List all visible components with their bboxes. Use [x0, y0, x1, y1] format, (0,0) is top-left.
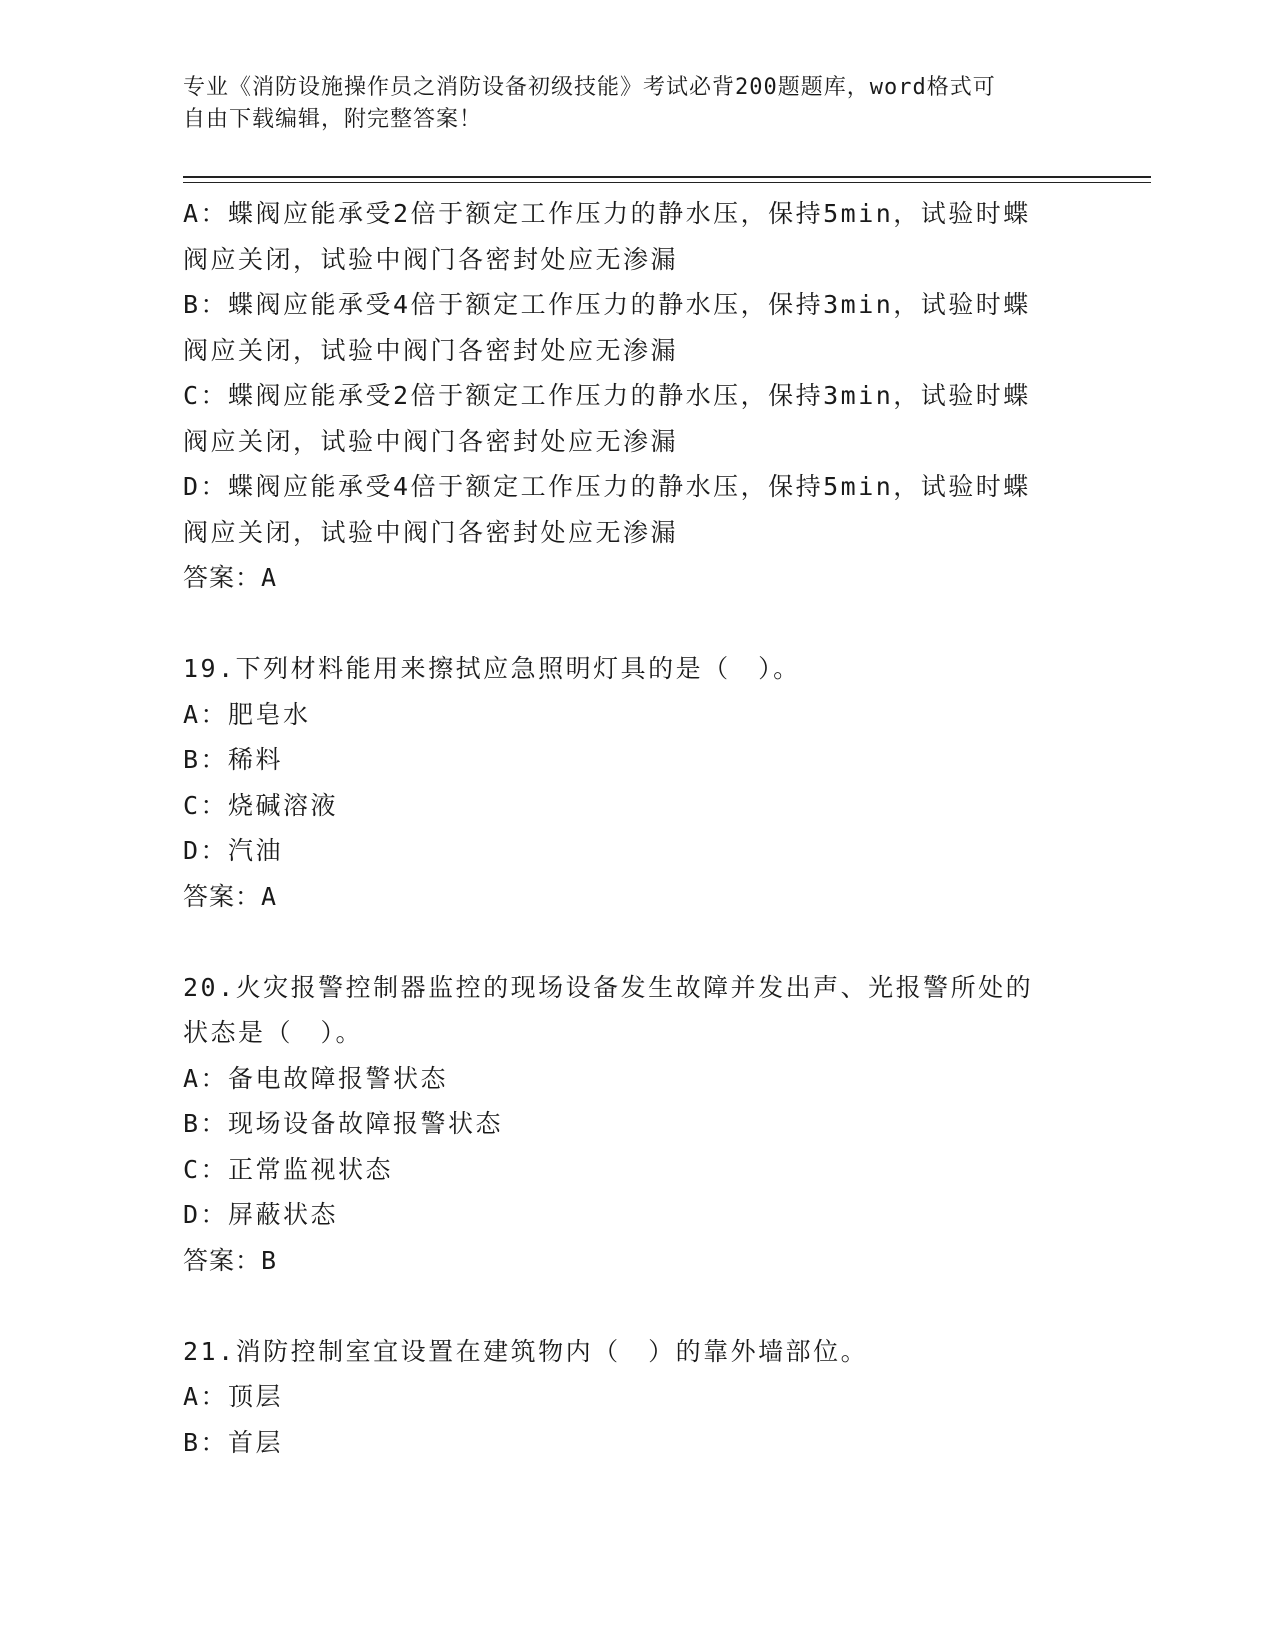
header-line-2: 自由下载编辑，附完整答案！: [183, 107, 483, 132]
question-19-block: [183, 646, 1083, 919]
answer-line: 答案：A: [183, 881, 278, 911]
option-d-line-2: 阀应关闭，试验中阀门各密封处应无渗漏: [183, 517, 679, 547]
option-b: B：现场设备故障报警状态: [183, 1109, 504, 1138]
question-21-block: [183, 1329, 1083, 1466]
question-text-line-1: 20.火灾报警控制器监控的现场设备发生故障并发出声、光报警所处的: [183, 972, 1034, 1002]
header-line-1: 专业《消防设施操作员之消防设备初级技能》考试必背200题题库，word格式可: [183, 75, 996, 100]
option-a: A：备电故障报警状态: [183, 1063, 449, 1093]
answer-line: 答案：A: [183, 563, 278, 592]
answer-line: 答案：B: [183, 1245, 278, 1275]
option-c: C：烧碱溶液: [183, 790, 339, 820]
option-d-line-1: D：蝶阀应能承受4倍于额定工作压力的静水压，保持5min，试验时蝶: [183, 472, 1031, 501]
question-20-block: [183, 965, 1083, 1284]
question-text: 21.消防控制室宜设置在建筑物内（ ）的靠外墙部位。: [183, 1336, 869, 1366]
option-b: B：首层: [183, 1427, 284, 1457]
spacer: [183, 1283, 1083, 1329]
option-a: A：顶层: [183, 1382, 284, 1411]
spacer: [183, 919, 1083, 965]
option-d: D：汽油: [183, 836, 284, 865]
option-a-line-1: A：蝶阀应能承受2倍于额定工作压力的静水压，保持5min，试验时蝶: [183, 199, 1031, 228]
option-d: D：屏蔽状态: [183, 1200, 339, 1229]
question-text-line-2: 状态是（ ）。: [183, 1018, 364, 1047]
spacer: [183, 601, 1083, 647]
document-body: [183, 191, 1083, 1465]
option-b: B：稀料: [183, 745, 284, 774]
header-divider-thick: [183, 176, 1151, 178]
option-c-line-1: C：蝶阀应能承受2倍于额定工作压力的静水压，保持3min，试验时蝶: [183, 381, 1031, 410]
header-divider-thin: [183, 182, 1151, 183]
option-b-line-1: B：蝶阀应能承受4倍于额定工作压力的静水压，保持3min，试验时蝶: [183, 290, 1031, 319]
option-c: C：正常监视状态: [183, 1154, 394, 1184]
option-c-line-2: 阀应关闭，试验中阀门各密封处应无渗漏: [183, 426, 679, 456]
question-18-block: [183, 191, 1083, 601]
option-b-line-2: 阀应关闭，试验中阀门各密封处应无渗漏: [183, 335, 679, 365]
option-a-line-2: 阀应关闭，试验中阀门各密封处应无渗漏: [183, 244, 679, 274]
question-text: 19.下列材料能用来擦拭应急照明灯具的是（ ）。: [183, 654, 801, 683]
option-a: A：肥皂水: [183, 699, 311, 729]
document-header: [183, 72, 1063, 136]
